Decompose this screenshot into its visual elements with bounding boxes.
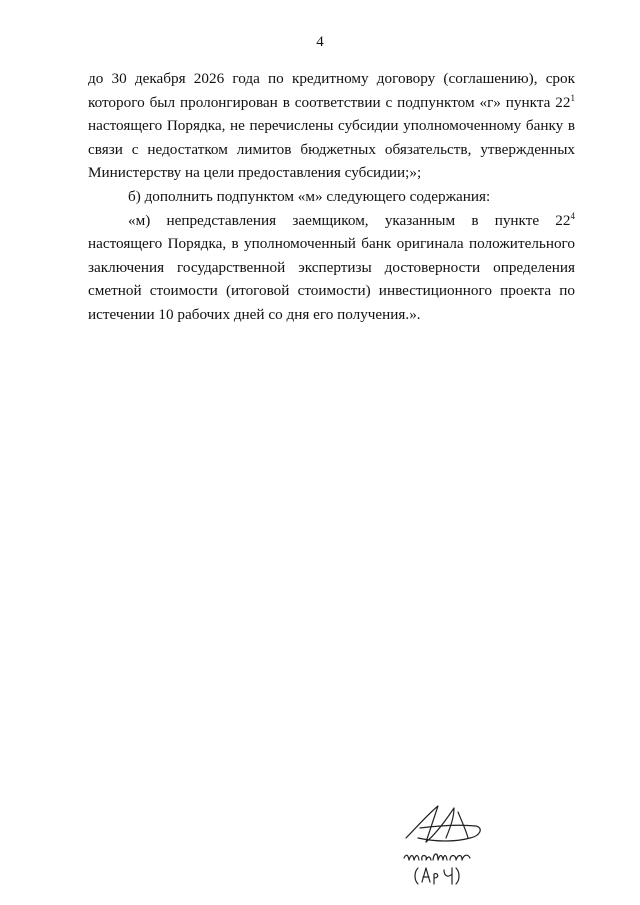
paragraph-continuation (88, 67, 575, 185)
superscript: 1 (570, 92, 575, 103)
paragraph-b: б) дополнить подпунктом «м» следующего содержания: (128, 187, 491, 205)
page-number: 4 (316, 34, 324, 50)
paragraph-text: «м) непредставления заемщиком, указанным в пункте 22 (128, 211, 571, 229)
superscript: 4 (570, 210, 575, 221)
handwritten-signature (396, 798, 496, 888)
paragraph-text: до 30 декабря 2026 года по кредитному договору (соглашению), срок которого был пролонгирован в соответствии с подпунктом «г» пункта 22 (88, 70, 575, 111)
document-body (88, 67, 575, 327)
paragraph-text: настоящего Порядка, не перечислены субсидии уполномоченному банку в связи с недостатком лимитов бюджетных обязательств, утвержденных Министерству на цели предоставления субсидии;»; (88, 117, 575, 182)
paragraph-m (88, 209, 575, 327)
paragraph-text: настоящего Порядка, в уполномоченный банк оригинала положительного заключения государственной экспертизы достоверности определения сметной стоимости (итоговой стоимости) инвестиционного проекта по истечении 10 рабочих дней со дня его получения.». (88, 235, 575, 323)
